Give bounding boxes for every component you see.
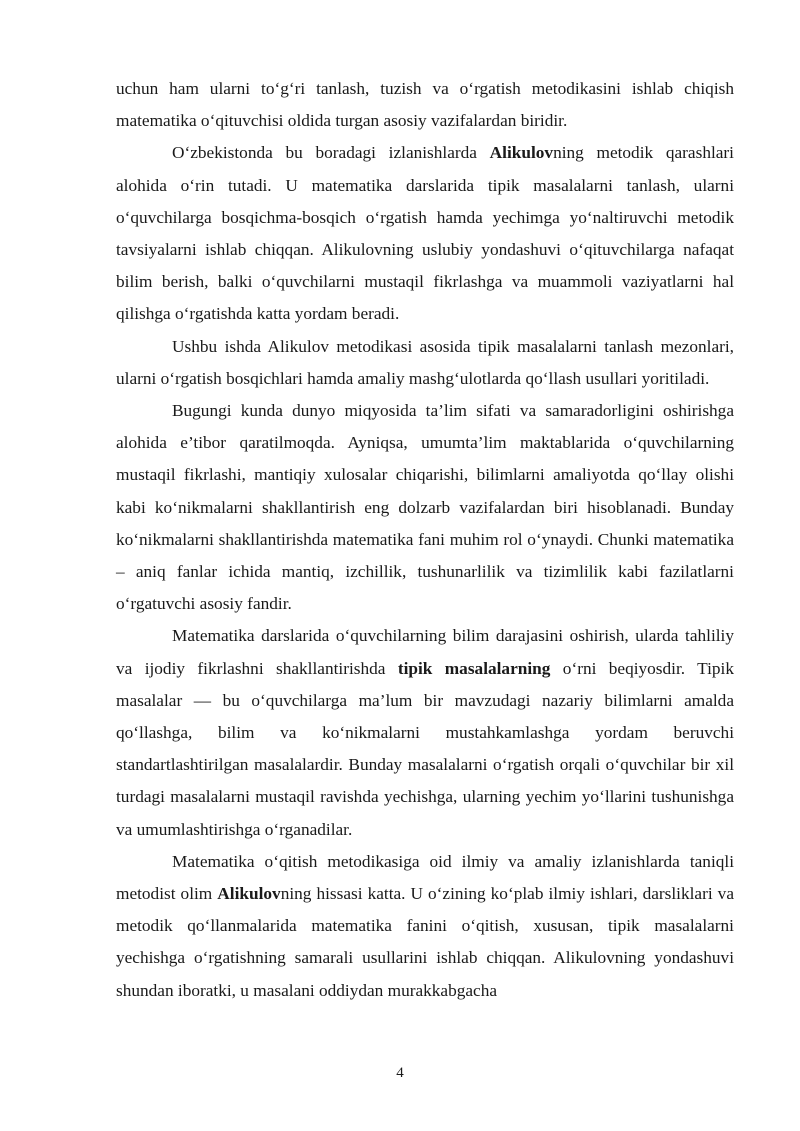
paragraph-3	[116, 331, 734, 395]
paragraph-text: ning hissasi katta. U o‘zining ko‘plab ilmiy ishlari, darsliklari va metodik qo‘llanmalarida matematika fanini o‘qitish, xususan, tipik masalalarni yechishga o‘rgatishning samarali usullarini ishlab chiqqan. Alikulovning yondashuvi shundan iboratki, u masalani oddiydan murakkabgacha	[116, 884, 734, 1000]
page-number: 4	[396, 1065, 404, 1081]
bold-term: Alikulov	[489, 143, 554, 163]
paragraph-text: O‘zbekistonda bu boradagi izlanishlarda	[172, 143, 490, 163]
paragraph-text: uchun ham ularni to‘g‘ri tanlash, tuzish va o‘rgatish metodikasini ishlab chiqish matematika o‘qituvchisi oldida turgan asosiy vazifalardan biridir.	[116, 79, 734, 131]
paragraph-text: Bugungi kunda dunyo miqyosida ta’lim sifati va samaradorligini oshirishga alohida e’tibor qaratilmoqda. Ayniqsa, umumta’lim maktablarida o‘quvchilarning mustaqil fikrlashi, mantiqiy xulosalar chiqarishi, bilimlarni amaliyotda qo‘llay olishi kabi ko‘nikmalarni shakllantirish eng dolzarb vazifalardan biri hisoblanadi. Bunday ko‘nikmalarni shakllantirishda matematika fani muhim rol o‘ynaydi. Chunki matematika – aniq fanlar ichida mantiq, izchillik, tushunarlilik va tizimlilik kabi fazilatlarni o‘rgatuvchi asosiy fandir.	[116, 401, 734, 614]
paragraph-6	[116, 846, 734, 1007]
paragraph-1	[116, 73, 734, 137]
bold-term: Alikulov	[217, 884, 281, 904]
paragraph-text: Ushbu ishda Alikulov metodikasi asosida tipik masalalarni tanlash mezonlari, ularni o‘rgatish bosqichlari hamda amaliy mashg‘ulotlarda qo‘llash usullari yoritiladi.	[116, 336, 734, 388]
document-body	[116, 73, 734, 1007]
paragraph-text: Matematika o‘qitish metodikasiga oid ilmiy va amaliy izlanishlarda taniqli metodist olim	[116, 851, 734, 904]
paragraph-text: ning metodik qarashlari alohida o‘rin tutadi. U matematika darslarida tipik masalalarni tanlash, ularni o‘quvchilarga bosqichma-bosqich o‘rgatish hamda yechimga yo‘naltiruvchi metodik tavsiyalarni ishlab chiqqan. Alikulovning uslubiy yondashuvi o‘qituvchilarga nafaqat bilim berish, balki o‘quvchilarni mustaqil fikrlashga va muammoli vaziyatlarni hal qilishga o‘rgatishda katta yordam beradi.	[116, 143, 734, 324]
paragraph-text: Matematika darslarida o‘quvchilarning bilim darajasini oshirish, ularda tahliliy va ijodiy fikrlashni shakllantirishda	[116, 626, 734, 678]
paragraph-5	[116, 620, 734, 845]
paragraph-4	[116, 395, 734, 620]
paragraph-2	[116, 137, 734, 330]
bold-term: tipik masalalarning	[397, 658, 551, 678]
paragraph-text: o‘rni beqiyosdir. Tipik masalalar — bu o‘quvchilarga ma’lum bir mavzudagi nazariy bilimlarni amalda qo‘llashga, bilim va ko‘nikmalarni mustahkamlashga yordam beruvchi standartlashtirilgan masalalardir. Bunday masalalarni o‘rgatish orqali o‘quvchilar bir xil turdagi masalalarni mustaqil ravishda yechishga, ularning yechim yo‘llarini tushunishga va umumlashtirishga o‘rganadilar.	[116, 658, 734, 839]
